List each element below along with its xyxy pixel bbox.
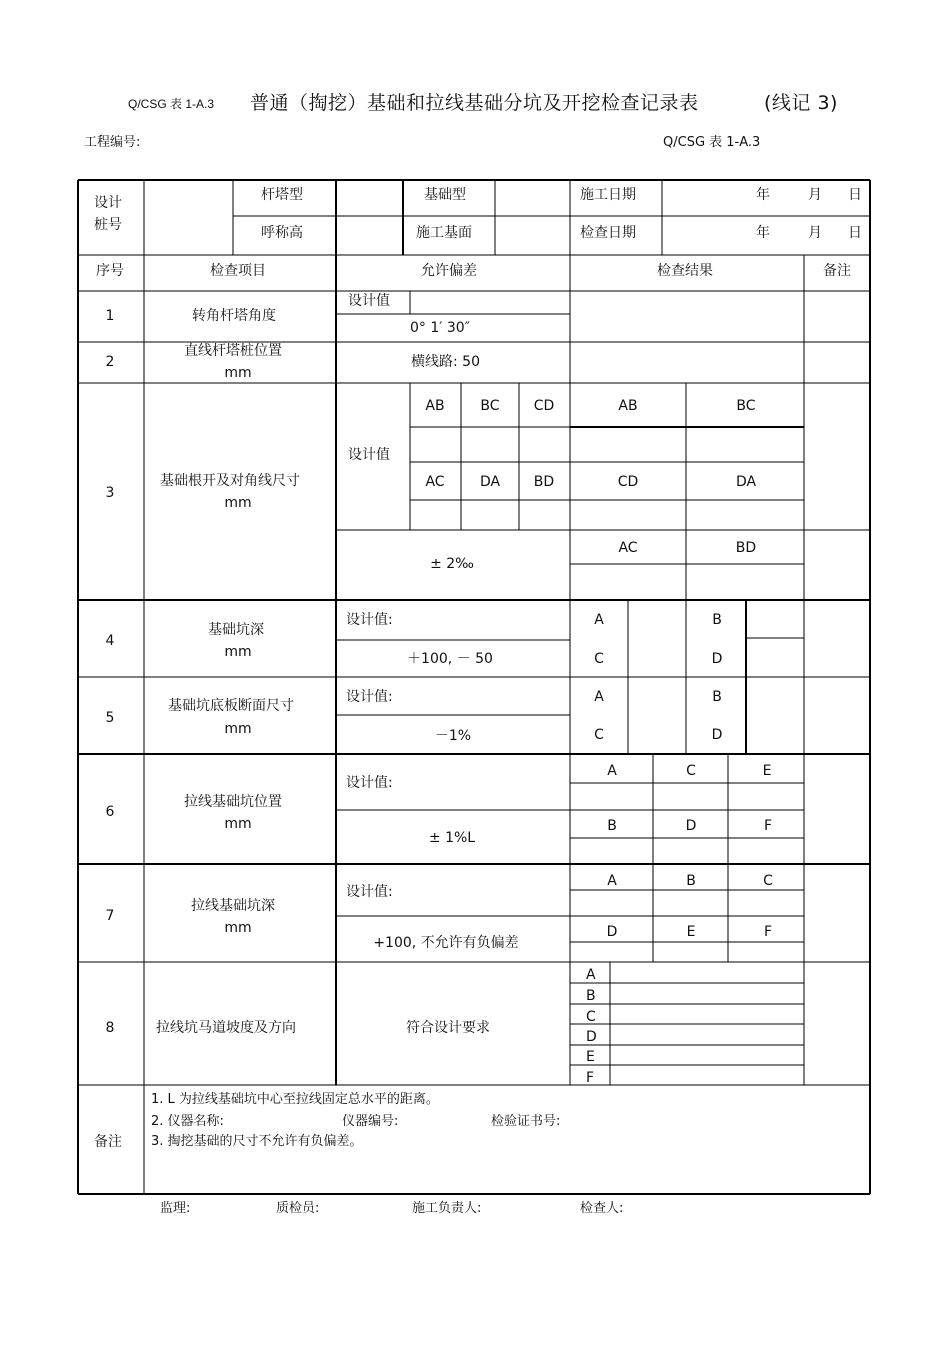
row4-design-label: 设计值: — [346, 612, 393, 628]
row7-label-f: F — [763, 924, 773, 940]
row6-unit: mm — [224, 816, 252, 832]
row4-label-c: C — [594, 651, 604, 667]
row4-label-b: B — [712, 612, 722, 628]
row7-label-c: C — [763, 873, 773, 889]
row1-design-label: 设计值 — [348, 293, 390, 309]
row6-item: 拉线基础坑位置 — [184, 794, 282, 810]
row3-tolerance: ± 2‰ — [430, 556, 474, 572]
row8-label-c: C — [586, 1009, 596, 1025]
col-remark-header: 备注 — [823, 263, 851, 279]
row5-design-label: 设计值: — [346, 689, 393, 705]
row6-design-label: 设计值: — [346, 775, 393, 791]
inspection-date-month: 月 — [808, 225, 822, 241]
row1-item: 转角杆塔角度 — [192, 308, 276, 324]
row8-label-e: E — [586, 1049, 595, 1065]
note-line-1: 1. L 为拉线基础坑中心至拉线固定总水平的距离。 — [151, 1092, 439, 1107]
row2-tolerance: 横线路: 50 — [411, 354, 480, 370]
col-result-header: 检查结果 — [657, 263, 713, 279]
row6-label-d: D — [685, 818, 697, 834]
row5-item: 基础坑底板断面尺寸 — [168, 698, 294, 714]
row5-label-a: A — [594, 689, 604, 705]
row3-label-bc: BC — [480, 398, 500, 414]
row8-label-a: A — [586, 967, 596, 983]
inspection-date-day: 日 — [848, 225, 862, 241]
inspection-date-label: 检查日期 — [580, 225, 636, 241]
construction-date-label: 施工日期 — [580, 187, 636, 203]
note-line-3: 3. 掏挖基础的尺寸不允许有负偏差。 — [151, 1134, 363, 1149]
row5-no: 5 — [105, 710, 115, 726]
row4-item: 基础坑深 — [208, 622, 264, 638]
note-instrument-number: 仪器编号: — [342, 1114, 399, 1129]
row1-no: 1 — [105, 308, 115, 324]
row5-unit: mm — [224, 721, 252, 737]
row6-no: 6 — [105, 804, 115, 820]
form-suffix: (线记 3) — [764, 92, 838, 114]
row7-item: 拉线基础坑深 — [191, 898, 275, 914]
form-code-right: Q/CSG 表 1-A.3 — [663, 135, 761, 150]
row3-label-ab: AB — [425, 398, 445, 414]
row5-tolerance: －1% — [434, 728, 472, 744]
row6-tolerance: ± 1%L — [428, 830, 476, 846]
row4-tolerance: ＋100, － 50 — [407, 651, 493, 667]
row6-label-f: F — [763, 818, 773, 834]
row7-design-label: 设计值: — [346, 884, 393, 900]
row3-label-cd: CD — [533, 398, 555, 414]
row4-unit: mm — [224, 644, 252, 660]
row8-label-b: B — [586, 988, 596, 1004]
row3-result-ab: AB — [618, 398, 638, 414]
row8-no: 8 — [105, 1020, 115, 1036]
row3-no: 3 — [105, 485, 115, 501]
row7-no: 7 — [105, 908, 115, 924]
construction-date-day: 日 — [848, 187, 862, 203]
row3-design-label: 设计值 — [348, 447, 390, 463]
row5-label-b: B — [712, 689, 722, 705]
row8-label-f: F — [586, 1070, 595, 1086]
row3-item: 基础根开及对角线尺寸 — [160, 473, 300, 489]
row8-tolerance: 符合设计要求 — [406, 1020, 490, 1036]
row3-label-da: DA — [479, 474, 501, 490]
notes-label: 备注 — [94, 1134, 122, 1150]
row7-tolerance: +100, 不允许有负偏差 — [373, 935, 519, 951]
row7-label-d: D — [606, 924, 618, 940]
foundation-type-label: 基础型 — [424, 187, 466, 203]
row6-label-b: B — [607, 818, 617, 834]
row4-no: 4 — [105, 633, 115, 649]
signature-inspector: 检查人: — [580, 1201, 624, 1216]
row2-unit: mm — [224, 365, 252, 381]
row7-label-b: B — [686, 873, 696, 889]
row4-label-a: A — [594, 612, 604, 628]
signature-construction-lead: 施工负责人: — [412, 1201, 482, 1216]
col-tolerance-header: 允许偏差 — [421, 263, 477, 279]
form-code: Q/CSG 表 1-A.3 — [128, 97, 215, 111]
row8-label-d: D — [586, 1029, 597, 1045]
row6-label-a: A — [607, 763, 617, 779]
row2-item: 直线杆塔桩位置 — [184, 343, 282, 359]
design-pile-label-1: 设计 — [94, 195, 122, 211]
project-number-label: 工程编号: — [84, 135, 141, 150]
note-certificate-number: 检验证书号: — [491, 1114, 561, 1129]
row6-label-c: C — [686, 763, 696, 779]
construction-base-label: 施工基面 — [416, 225, 472, 241]
row5-label-d: D — [711, 727, 723, 743]
tower-type-label: 杆塔型 — [261, 187, 303, 203]
row3-result-bc: BC — [736, 398, 756, 414]
col-item-header: 检查项目 — [210, 263, 266, 279]
col-no-header: 序号 — [96, 263, 124, 279]
row7-label-e: E — [686, 924, 696, 940]
construction-date-year: 年 — [756, 187, 770, 203]
signature-quality-inspector: 质检员: — [276, 1201, 320, 1216]
row4-label-d: D — [711, 651, 723, 667]
row3-unit: mm — [224, 495, 252, 511]
row6-label-e: E — [762, 763, 772, 779]
construction-date-month: 月 — [808, 187, 822, 203]
row7-label-a: A — [607, 873, 617, 889]
design-pile-label-2: 桩号 — [94, 217, 122, 233]
note-instrument-name: 2. 仪器名称: — [151, 1114, 224, 1129]
row8-item: 拉线坑马道坡度及方向 — [156, 1020, 296, 1036]
row5-label-c: C — [594, 727, 604, 743]
row7-unit: mm — [224, 920, 252, 936]
row1-tolerance: 0° 1′ 30″ — [410, 320, 470, 336]
signature-supervisor: 监理: — [160, 1201, 191, 1216]
row3-result-bd: BD — [735, 540, 757, 556]
row3-result-cd: CD — [617, 474, 639, 490]
nominal-height-label: 呼称高 — [261, 225, 303, 241]
row3-label-ac: AC — [425, 474, 445, 490]
row3-result-da: DA — [735, 474, 757, 490]
inspection-date-year: 年 — [756, 225, 770, 241]
row3-label-bd: BD — [533, 474, 555, 490]
row3-result-ac: AC — [618, 540, 638, 556]
page-title: 普通（掏挖）基础和拉线基础分坑及开挖检查记录表 — [250, 92, 699, 114]
row2-no: 2 — [105, 354, 115, 370]
